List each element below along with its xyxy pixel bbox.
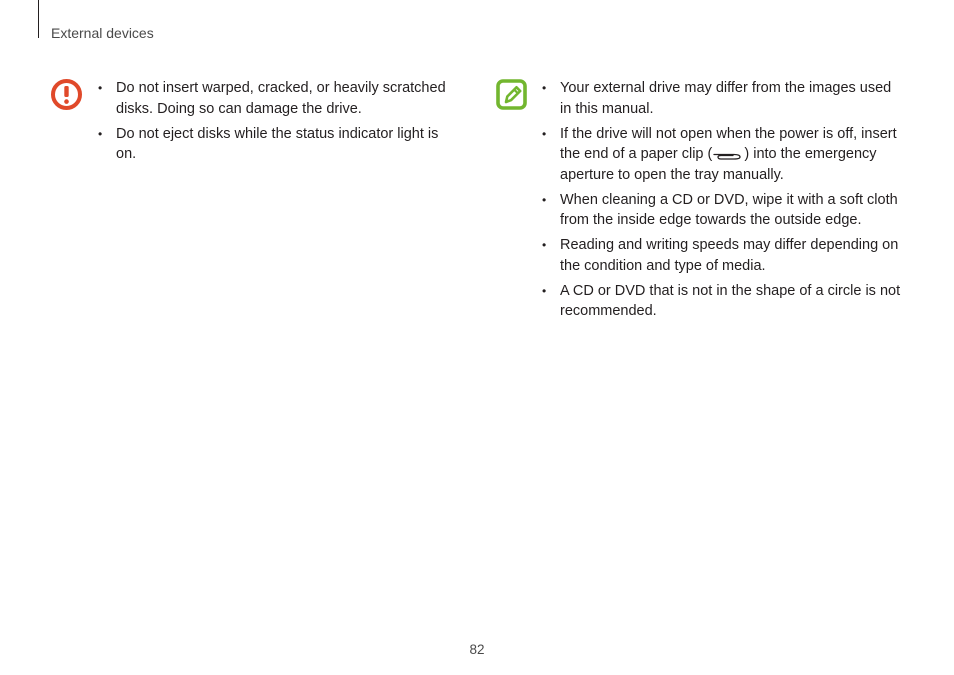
- bullet-dot-icon: •: [542, 126, 547, 141]
- list-item: [542, 190, 902, 231]
- list-item: [542, 124, 902, 186]
- page-number: 82: [469, 642, 485, 657]
- list-item-text: Your external drive may differ from the images used in this manual.: [560, 80, 892, 117]
- note-list: [542, 78, 902, 326]
- list-item-text-close: ): [744, 146, 750, 162]
- list-item-text: Do not eject disks while the status indicator light is on.: [116, 125, 439, 162]
- list-item: [98, 78, 460, 119]
- note-pencil-icon: [495, 78, 528, 111]
- list-item-text: A CD or DVD that is not in the shape of a circle is not recommended.: [560, 282, 901, 319]
- list-item: [542, 235, 902, 276]
- bullet-dot-icon: •: [542, 192, 547, 207]
- caution-list: [98, 78, 460, 169]
- list-item-text: Reading and writing speeds may differ depending on the condition and type of media.: [560, 237, 899, 274]
- list-item: [542, 281, 902, 322]
- list-item-text-rest: into the emergency aperture to open the tray manually.: [560, 146, 877, 183]
- list-item-text: When cleaning a CD or DVD, wipe it with a soft cloth from the inside edge towards the outside edge.: [560, 191, 898, 228]
- list-item-text-lead: If the drive will not open when the power is off, insert the end of a paper clip (: [560, 125, 897, 162]
- list-item: [542, 78, 902, 119]
- bullet-dot-icon: •: [98, 81, 103, 95]
- list-item: [98, 124, 460, 165]
- list-item-text: Do not insert warped, cracked, or heavily scratched disks. Doing so can damage the drive.: [116, 80, 446, 117]
- bullet-dot-icon: •: [542, 81, 547, 95]
- section-title: External devices: [51, 25, 154, 41]
- bullet-dot-icon: •: [98, 126, 103, 141]
- paper-clip-icon: [713, 149, 743, 160]
- bullet-dot-icon: •: [542, 283, 547, 298]
- header-rule: [38, 0, 39, 38]
- bullet-dot-icon: •: [542, 238, 547, 252]
- caution-exclamation-icon: [50, 78, 83, 111]
